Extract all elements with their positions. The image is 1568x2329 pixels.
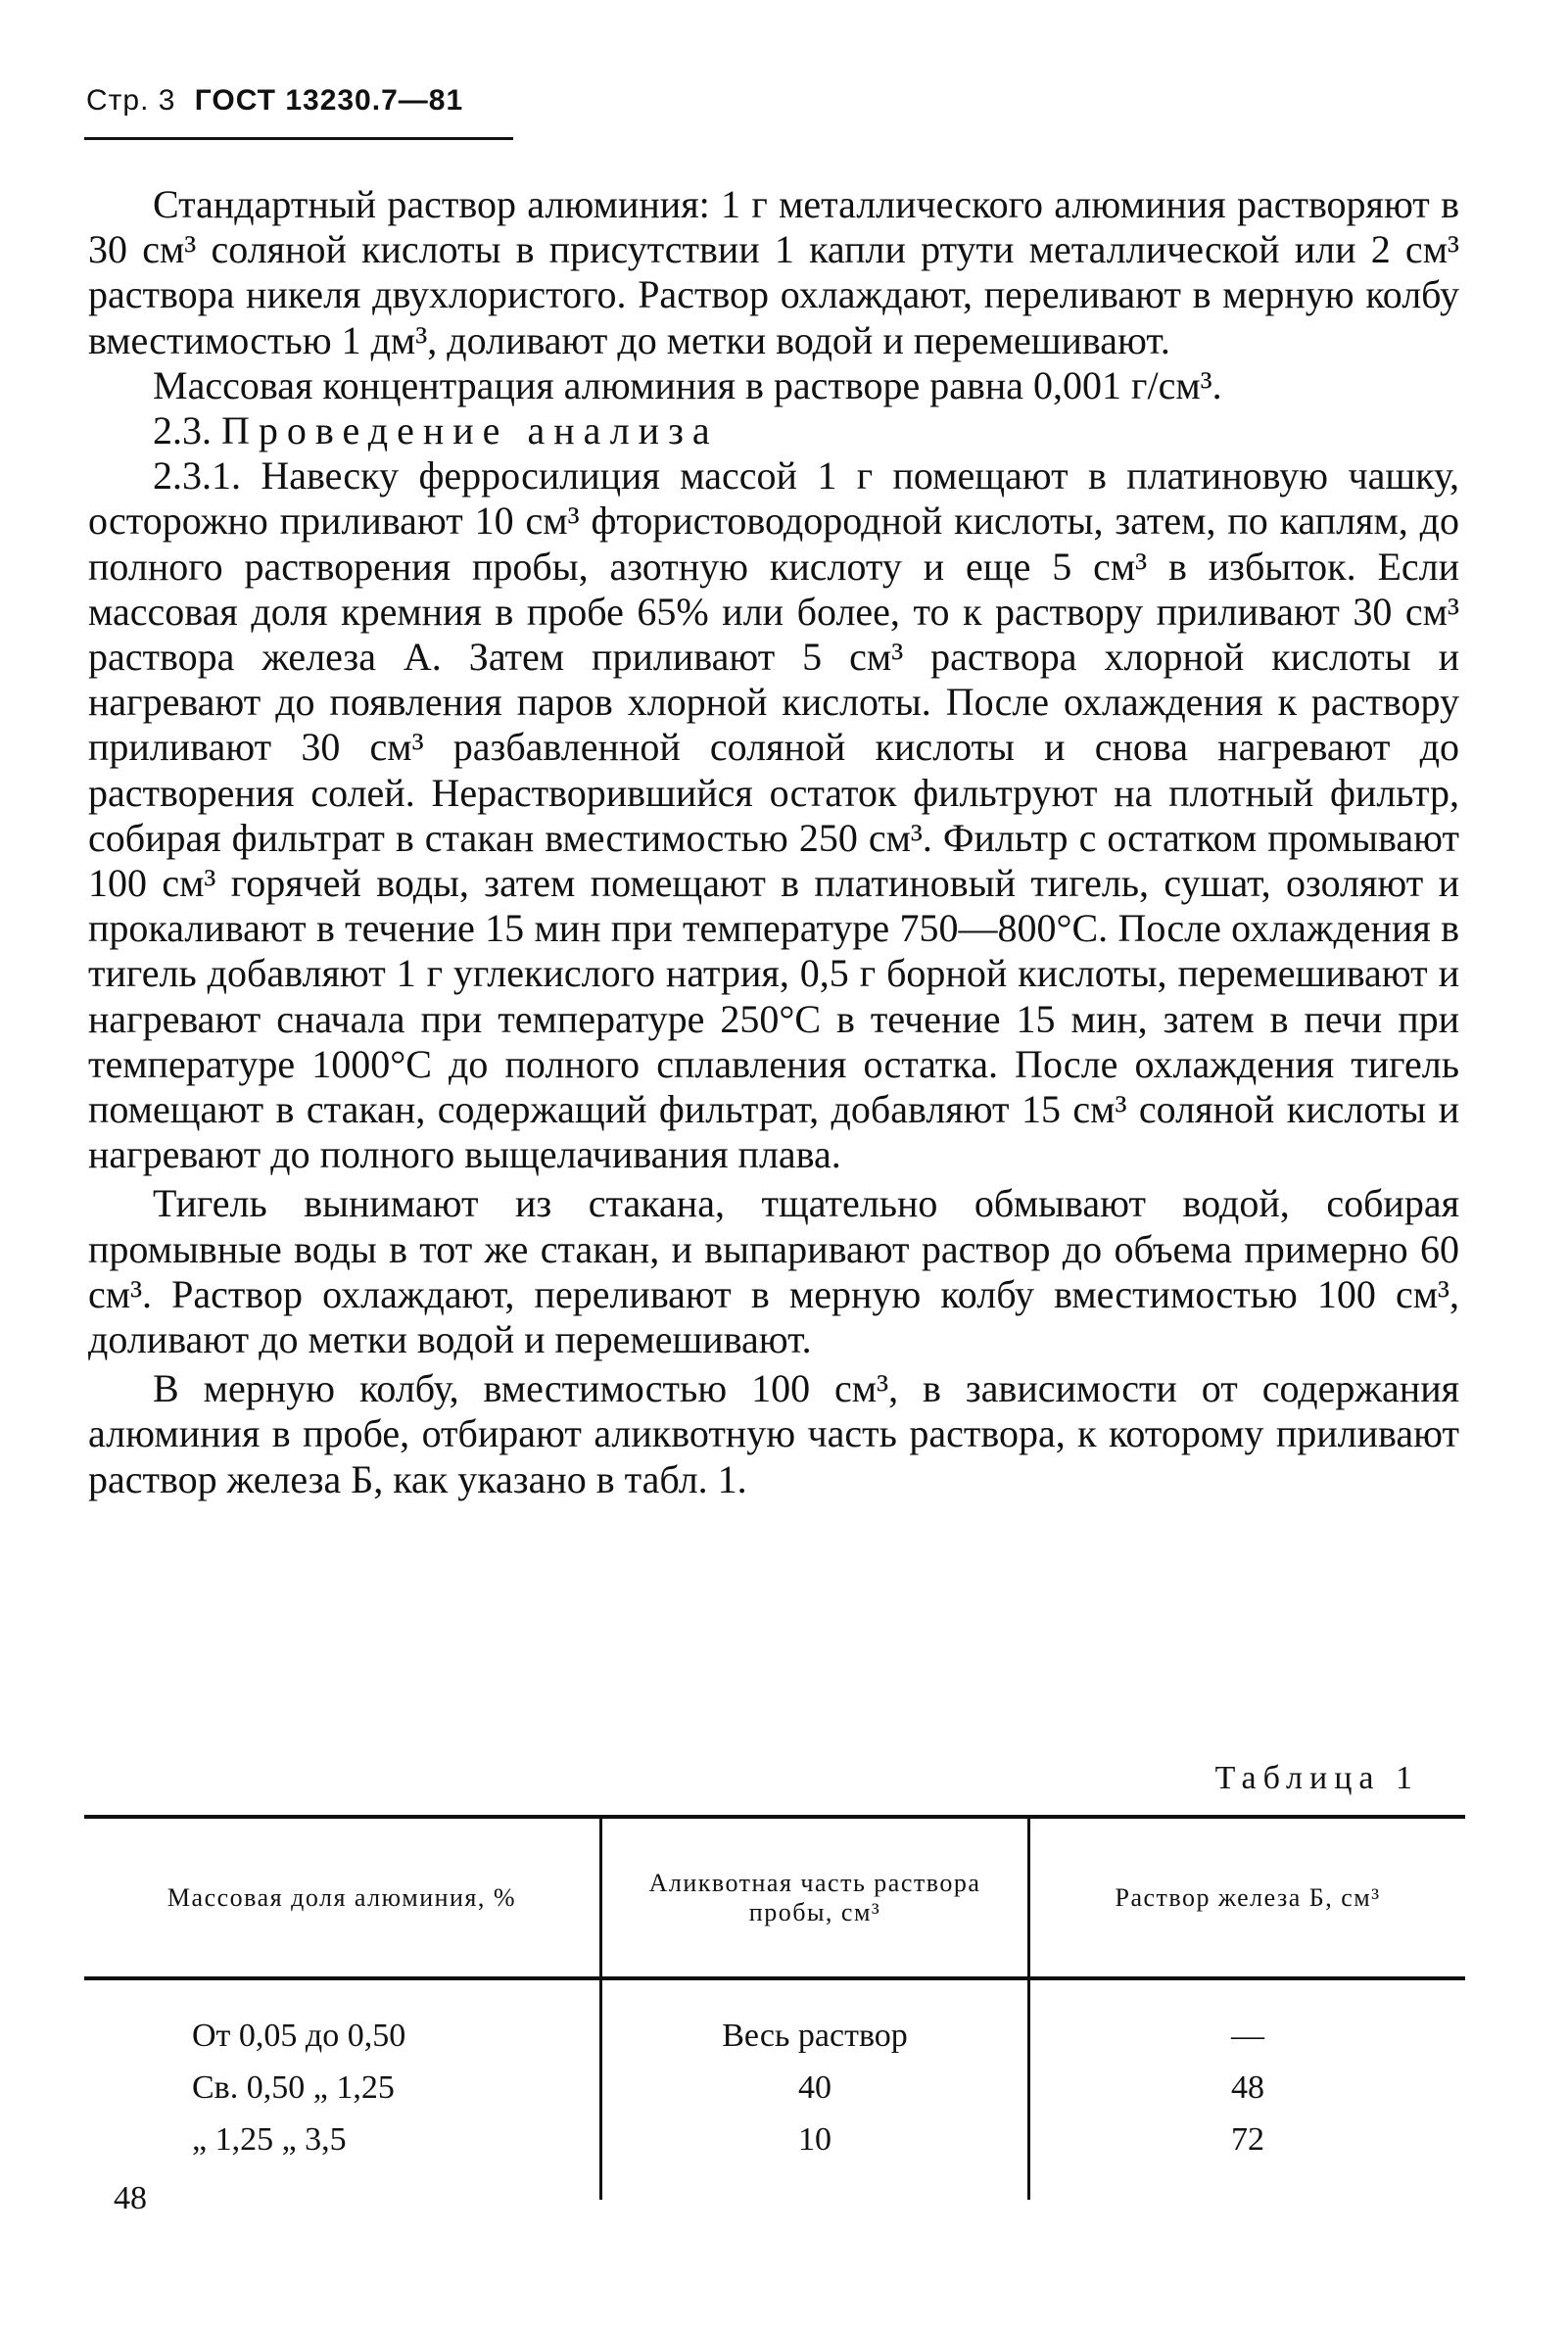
table-header-row [84, 1819, 1465, 1976]
document-body [88, 182, 1459, 1502]
table-body [84, 1980, 1465, 2200]
table-cell: 72 [1231, 2121, 1264, 2158]
header-iron-solution: Раствор железа Б, см³ [1115, 1882, 1381, 1912]
table-cell: 48 [1231, 2069, 1264, 2106]
paragraph-concentration: Массовая концентрация алюминия в растворе равна 0,001 г/см³. [153, 362, 1222, 407]
table-cell: — [1231, 2018, 1264, 2054]
section-heading [88, 408, 1459, 453]
table-caption: Таблица 1 [1214, 1760, 1419, 1796]
table-cell: От 0,05 до 0,50 [192, 2018, 406, 2054]
table-cell: 40 [798, 2069, 832, 2106]
table-cell: 10 [798, 2121, 832, 2158]
paragraph-crucible: Тигель вынимают из стакана, тщательно обмывают водой, собирая промывные воды в тот же стакан, и выпаривают раствор до объема примерно 60 см³. Раствор охлаждают, переливают в мерную колбу вместимостью 100 см³, доливают до метки водой и перемешивают. [88, 1181, 1459, 1362]
page-label: Стр. 3 [86, 84, 176, 117]
paragraph-standard-solution: Стандартный раствор алюминия: 1 г металлического алюминия растворяют в 30 см³ соляной кислоты в присутствии 1 капли ртути металлической или 2 см³ раствора никеля двухлористого. Раствор охлаждают, переливают в мерную колбу вместимостью 1 дм³, доливают до метки водой и перемешивают. [88, 182, 1459, 362]
column-aluminium-fraction [84, 1980, 599, 2200]
column-iron-solution [1030, 1980, 1465, 2200]
header-divider [84, 137, 513, 140]
column-aliquot [599, 1980, 1030, 2200]
table-cell: Св. 0,50 „ 1,25 [192, 2069, 395, 2106]
table-cell: Весь раствор [722, 2018, 908, 2054]
paragraph-aliquot: В мерную колбу, вместимостью 100 см³, в зависимости от содержания алюминия в пробе, отбирают аликвотную часть раствора, к которому приливают раствор железа Б, как указано в табл. 1. [88, 1366, 1459, 1501]
table-cell: „ 1,25 „ 3,5 [192, 2121, 347, 2158]
standard-number: ГОСТ 13230.7—81 [194, 84, 464, 117]
data-table [84, 1815, 1465, 2200]
page-number: 48 [114, 2180, 147, 2216]
section-title: Проведение анализа [221, 408, 719, 453]
header-aliquot: Аликвотная часть раствора пробы, см³ [599, 1819, 1030, 1976]
page-header [86, 84, 463, 118]
header-aluminium-fraction: Массовая доля алюминия, % [166, 1882, 517, 1912]
paragraph-procedure: 2.3.1. Навеску ферросилиция массой 1 г помещают в платиновую чашку, осторожно приливают 10 см³ фтористоводородной кислоты, затем, по каплям, до полного растворения пробы, азотную кислоту и еще 5 см³ в избыток. Если массовая доля кремния в пробе 65% или более, то к раствору приливают 30 см³ раствора железа А. Затем приливают 5 см³ раствора хлорной кислоты и нагревают до появления паров хлорной кислоты. После охлаждения к раствору приливают 30 см³ разбавленной соляной кислоты и снова нагревают до растворения солей. Нерастворившийся остаток фильтруют на плотный фильтр, собирая фильтрат в стакан вместимостью 250 см³. Фильтр с остатком промывают 100 см³ горячей воды, затем помещают в платиновый тигель, сушат, озоляют и прокаливают в течение 15 мин при температуре 750—800°С. После охлаждения в тигель добавляют 1 г углекислого натрия, 0,5 г борной кислоты, перемешивают и нагревают сначала при температуре 250°С в течение 15 мин, затем в печи при температуре 1000°С до полного сплавления остатка. После охлаждения тигель помещают в стакан, содержащий фильтрат, добавляют 15 см³ соляной кислоты и нагревают до полного выщелачивания плава. [88, 453, 1459, 1177]
section-number: 2.3. [153, 408, 212, 453]
